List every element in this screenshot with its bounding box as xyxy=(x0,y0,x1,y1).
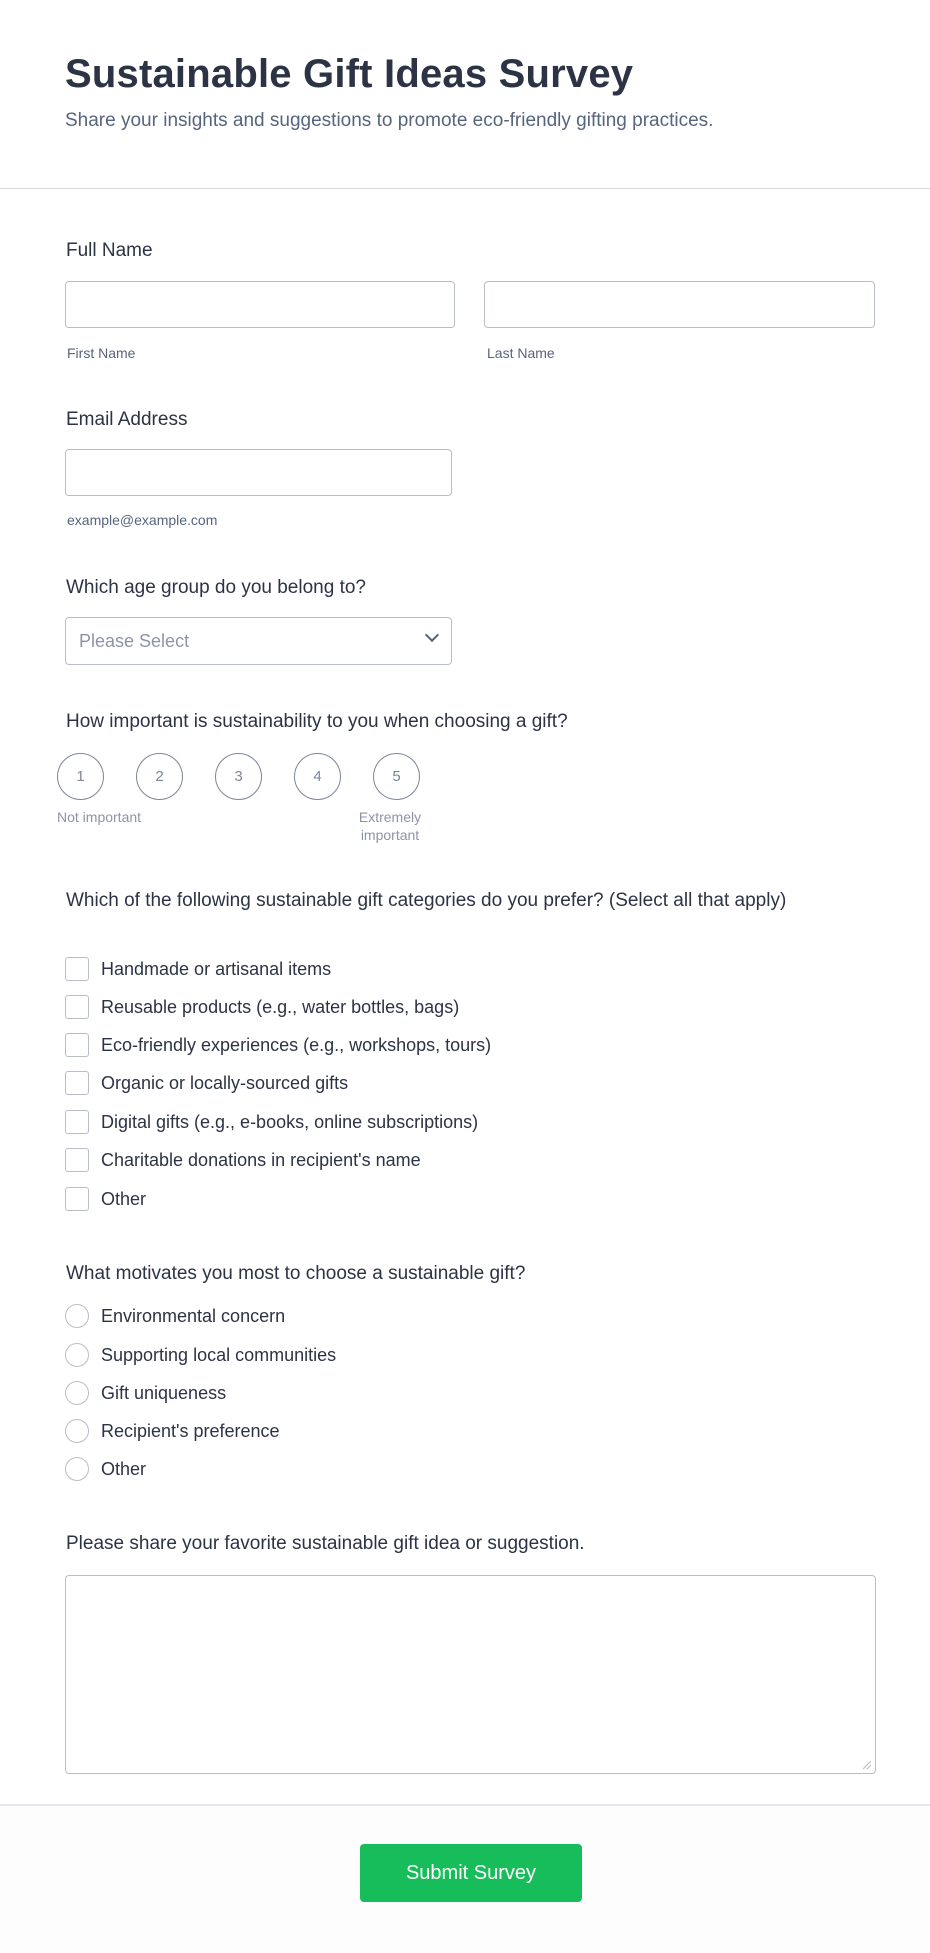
motivation-label: What motivates you most to choose a sustainable gift? xyxy=(66,1263,526,1284)
checkbox[interactable] xyxy=(65,1148,89,1172)
checkbox-option[interactable] xyxy=(65,1186,146,1212)
checkbox[interactable] xyxy=(65,995,89,1019)
checkbox-option[interactable] xyxy=(65,1147,421,1173)
footer-divider xyxy=(0,1804,930,1806)
radio-button[interactable] xyxy=(65,1381,89,1405)
radio-label: Environmental concern xyxy=(101,1305,286,1326)
radio-label: Recipient's preference xyxy=(101,1420,280,1441)
radio-label: Supporting local communities xyxy=(101,1344,337,1365)
last-name-input[interactable] xyxy=(484,281,875,328)
age-select[interactable] xyxy=(65,617,452,665)
rating-max-label-line1: Extremely xyxy=(358,809,422,825)
page-title: Sustainable Gift Ideas Survey xyxy=(65,52,634,96)
checkbox-label: Digital gifts (e.g., e-books, online subscriptions) xyxy=(101,1111,479,1132)
suggestion-label: Please share your favorite sustainable gift idea or suggestion. xyxy=(66,1533,585,1554)
checkbox[interactable] xyxy=(65,1071,89,1095)
radio-option[interactable] xyxy=(65,1456,146,1482)
categories-label: Which of the following sustainable gift categories do you prefer? (Select all that apply) xyxy=(66,890,787,911)
checkbox[interactable] xyxy=(65,1110,89,1134)
checkbox[interactable] xyxy=(65,1187,89,1211)
radio-button[interactable] xyxy=(65,1457,89,1481)
radio-option[interactable] xyxy=(65,1303,285,1329)
email-sublabel: example@example.com xyxy=(67,512,218,528)
rating-min-label: Not important xyxy=(57,809,142,825)
importance-label: How important is sustainability to you when choosing a gift? xyxy=(66,711,568,732)
rating-option-4[interactable]: 4 xyxy=(294,753,341,800)
age-label: Which age group do you belong to? xyxy=(66,577,366,598)
checkbox-label: Charitable donations in recipient's name xyxy=(101,1149,421,1170)
radio-option[interactable] xyxy=(65,1418,280,1444)
email-label: Email Address xyxy=(66,409,188,430)
rating-max-label xyxy=(340,808,440,844)
rating-max-label-line2: important xyxy=(360,827,420,843)
radio-option[interactable] xyxy=(65,1380,226,1406)
checkbox-option[interactable] xyxy=(65,1109,478,1135)
checkbox-option[interactable] xyxy=(65,956,331,982)
checkbox-label: Organic or locally-sourced gifts xyxy=(101,1072,349,1093)
age-select-placeholder: Please Select xyxy=(79,631,190,651)
checkbox-option[interactable] xyxy=(65,1032,491,1058)
checkbox[interactable] xyxy=(65,957,89,981)
submit-survey-button[interactable]: Submit Survey xyxy=(360,1844,582,1902)
checkbox-label: Other xyxy=(101,1188,147,1209)
first-name-sublabel: First Name xyxy=(67,345,136,361)
radio-button[interactable] xyxy=(65,1304,89,1328)
checkbox-option[interactable] xyxy=(65,1070,348,1096)
full-name-label: Full Name xyxy=(66,240,153,261)
checkbox-label: Eco-friendly experiences (e.g., workshops, tours) xyxy=(101,1034,492,1055)
radio-button[interactable] xyxy=(65,1419,89,1443)
rating-option-3[interactable]: 3 xyxy=(215,753,262,800)
header-divider xyxy=(0,188,930,189)
suggestion-textarea[interactable] xyxy=(65,1575,876,1774)
page-subtitle: Share your insights and suggestions to promote eco-friendly gifting practices. xyxy=(65,110,714,131)
first-name-input[interactable] xyxy=(65,281,455,328)
checkbox-label: Handmade or artisanal items xyxy=(101,958,332,979)
email-input[interactable] xyxy=(65,449,452,496)
last-name-sublabel: Last Name xyxy=(487,345,555,361)
rating-option-2[interactable]: 2 xyxy=(136,753,183,800)
radio-button[interactable] xyxy=(65,1343,89,1367)
checkbox-option[interactable] xyxy=(65,994,459,1020)
chevron-down-icon xyxy=(425,628,439,642)
rating-option-1[interactable]: 1 xyxy=(57,753,104,800)
radio-label: Other xyxy=(101,1458,147,1479)
radio-option[interactable] xyxy=(65,1342,336,1368)
checkbox-label: Reusable products (e.g., water bottles, bags) xyxy=(101,996,460,1017)
resize-handle-icon[interactable] xyxy=(863,1761,871,1769)
rating-option-5[interactable]: 5 xyxy=(373,753,420,800)
radio-label: Gift uniqueness xyxy=(101,1382,227,1403)
checkbox[interactable] xyxy=(65,1033,89,1057)
